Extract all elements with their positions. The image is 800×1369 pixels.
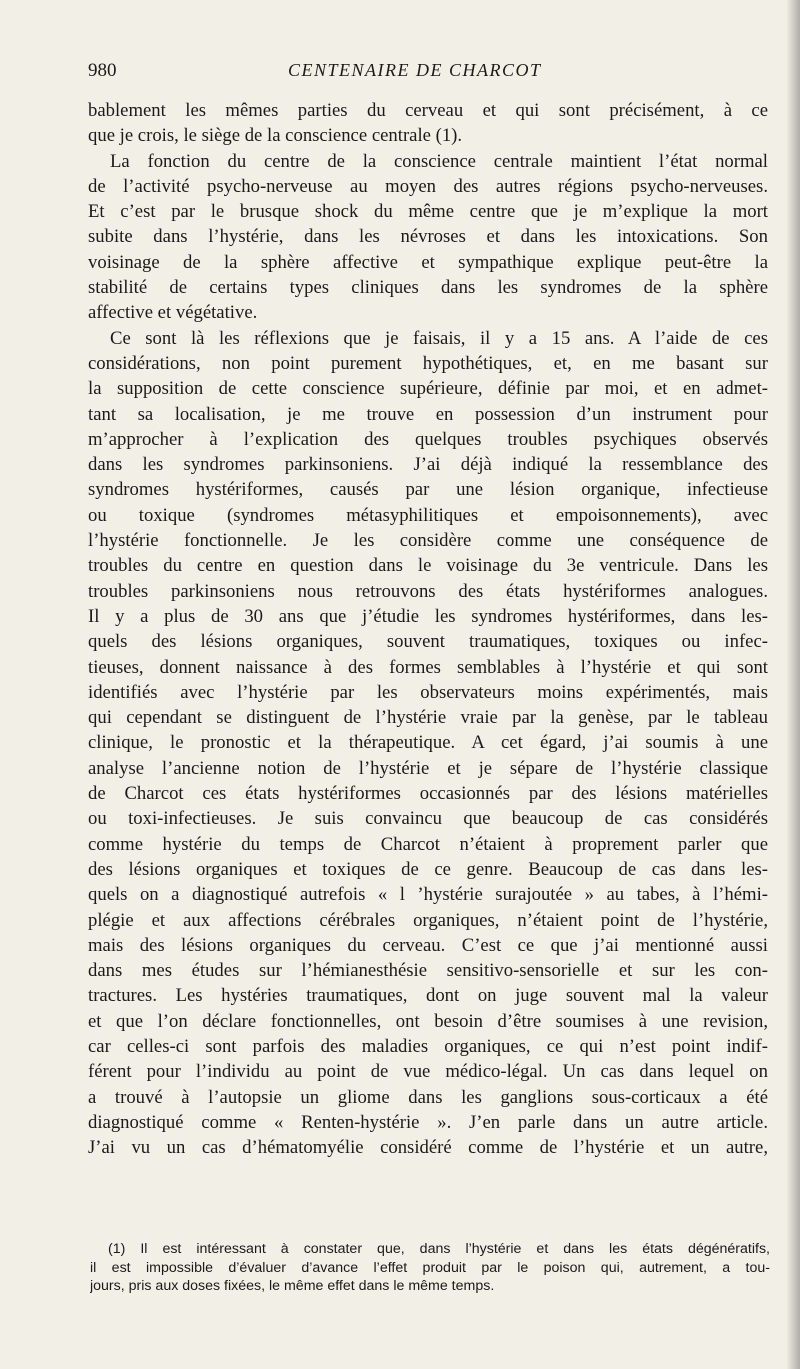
body-line: quels on a diagnostiqué autrefois « l ’hystérie surajoutée » au tabes, à l’hémi- bbox=[88, 884, 768, 906]
body-line: de l’activité psycho-nerveuse au moyen des autres régions psycho-nerveuses. bbox=[88, 175, 768, 197]
body-line: des lésions organiques et toxiques de ce genre. Beaucoup de cas dans les- bbox=[88, 858, 768, 880]
body-line: car celles-ci sont parfois des maladies organiques, ce qui n’est point indif- bbox=[88, 1035, 768, 1057]
footnote-line: (1) Il est intéressant à constater que, dans l’hystérie et dans les états dégénératifs, bbox=[108, 1241, 770, 1257]
body-line: bablement les mêmes parties du cerveau et qui sont précisément, à ce bbox=[88, 100, 768, 121]
footnote bbox=[90, 1240, 770, 1296]
body-line: férent pour l’individu au point de vue médico-légal. Un cas dans lequel on bbox=[88, 1061, 768, 1083]
running-title: CENTENAIRE DE CHARCOT bbox=[288, 60, 542, 80]
body-line: mais des lésions organiques du cerveau. C’est ce que j’ai mentionné aussi bbox=[88, 934, 768, 956]
body-line: a trouvé à l’autopsie un gliome dans les ganglions sous-corticaux a été bbox=[88, 1086, 768, 1108]
body-line: quels des lésions organiques, souvent traumatiques, toxiques ou infec- bbox=[88, 631, 768, 653]
body-line: que je crois, le siège de la conscience centrale (1). bbox=[88, 125, 463, 147]
page-number: 980 bbox=[88, 60, 117, 81]
body-line: syndromes hystériformes, causés par une lésion organique, infectieuse bbox=[88, 479, 768, 501]
body-line: voisinage de la sphère affective et sympathique explique peut-être la bbox=[88, 251, 768, 273]
body-line: de Charcot ces états hystériformes occasionnés par des lésions matérielles bbox=[88, 783, 768, 805]
body-line: subite dans l’hystérie, dans les névroses et dans les intoxications. Son bbox=[88, 226, 768, 248]
footnote-line: il est impossible d’évaluer d’avance l’effet produit par le poison qui, autrement, a tou- bbox=[90, 1259, 770, 1276]
body-line: Et c’est par le brusque shock du même centre que je m’explique la mort bbox=[88, 201, 768, 223]
body-line: comme hystérie du temps de Charcot n’étaient à proprement parler que bbox=[88, 833, 768, 855]
footnote-line: jours, pris aux doses fixées, le même effet dans le même temps. bbox=[90, 1278, 495, 1294]
body-line: identifiés avec l’hystérie par les observateurs moins expérimentés, mais bbox=[88, 681, 768, 703]
body-line: stabilité de certains types cliniques dans les syndromes de la sphère bbox=[88, 277, 768, 299]
body-line: clinique, le pronostic et la thérapeutique. A cet égard, j’ai soumis à une bbox=[88, 732, 768, 754]
body-line: tieuses, donnent naissance à des formes semblables à l’hystérie et qui sont bbox=[88, 656, 768, 678]
body-line: considérations, non point purement hypothétiques, et, en me basant sur bbox=[88, 352, 768, 374]
body-line: La fonction du centre de la conscience centrale maintient l’état normal bbox=[110, 150, 768, 172]
body-line: la supposition de cette conscience supérieure, définie par moi, et en admet- bbox=[88, 378, 768, 400]
body-line: J’ai vu un cas d’hématomyélie considéré comme de l’hystérie et un autre, bbox=[88, 1137, 768, 1159]
body-line: troubles du centre en question dans le voisinage du 3e ventricule. Dans les bbox=[88, 555, 768, 577]
body-line: Ce sont là les réflexions que je faisais, il y a 15 ans. A l’aide de ces bbox=[110, 327, 768, 349]
page-header bbox=[88, 60, 768, 88]
body-line: l’hystérie fonctionnelle. Je les considère comme une conséquence de bbox=[88, 530, 768, 552]
body-line: qui cependant se distinguent de l’hystérie vraie par la genèse, par le tableau bbox=[88, 707, 768, 729]
body-line: analyse l’ancienne notion de l’hystérie et je sépare de l’hystérie classique bbox=[88, 757, 768, 779]
body-line: m’approcher à l’explication des quelques troubles psychiques observés bbox=[88, 428, 768, 450]
body-line: affective et végétative. bbox=[88, 302, 258, 324]
body-line: tant sa localisation, je me trouve en possession d’un instrument pour bbox=[88, 403, 768, 425]
body-line: plégie et aux affections cérébrales organiques, n’étaient point de l’hystérie, bbox=[88, 909, 768, 931]
body-text bbox=[88, 98, 768, 1160]
body-line: dans mes études sur l’hémianesthésie sensitivo-sensorielle et sur les con- bbox=[88, 960, 768, 982]
body-line: tractures. Les hystéries traumatiques, dont on juge souvent mal la valeur bbox=[88, 985, 768, 1007]
body-line: et que l’on déclare fonctionnelles, ont besoin d’être soumises à une revision, bbox=[88, 1010, 768, 1032]
body-line: ou toxique (syndromes métasyphilitiques et empoisonnements), avec bbox=[88, 504, 768, 526]
body-line: diagnostiqué comme « Renten-hystérie ». J’en parle dans un autre article. bbox=[88, 1111, 768, 1133]
body-line: dans les syndromes parkinsoniens. J’ai déjà indiqué la ressemblance des bbox=[88, 454, 768, 476]
body-line: ou toxi-infectieuses. Je suis convaincu que beaucoup de cas considérés bbox=[88, 808, 768, 830]
page-edge-shadow bbox=[786, 0, 800, 1369]
body-line: troubles parkinsoniens nous retrouvons des états hystériformes analogues. bbox=[88, 580, 768, 602]
body-line: Il y a plus de 30 ans que j’étudie les syndromes hystériformes, dans les- bbox=[88, 605, 768, 627]
